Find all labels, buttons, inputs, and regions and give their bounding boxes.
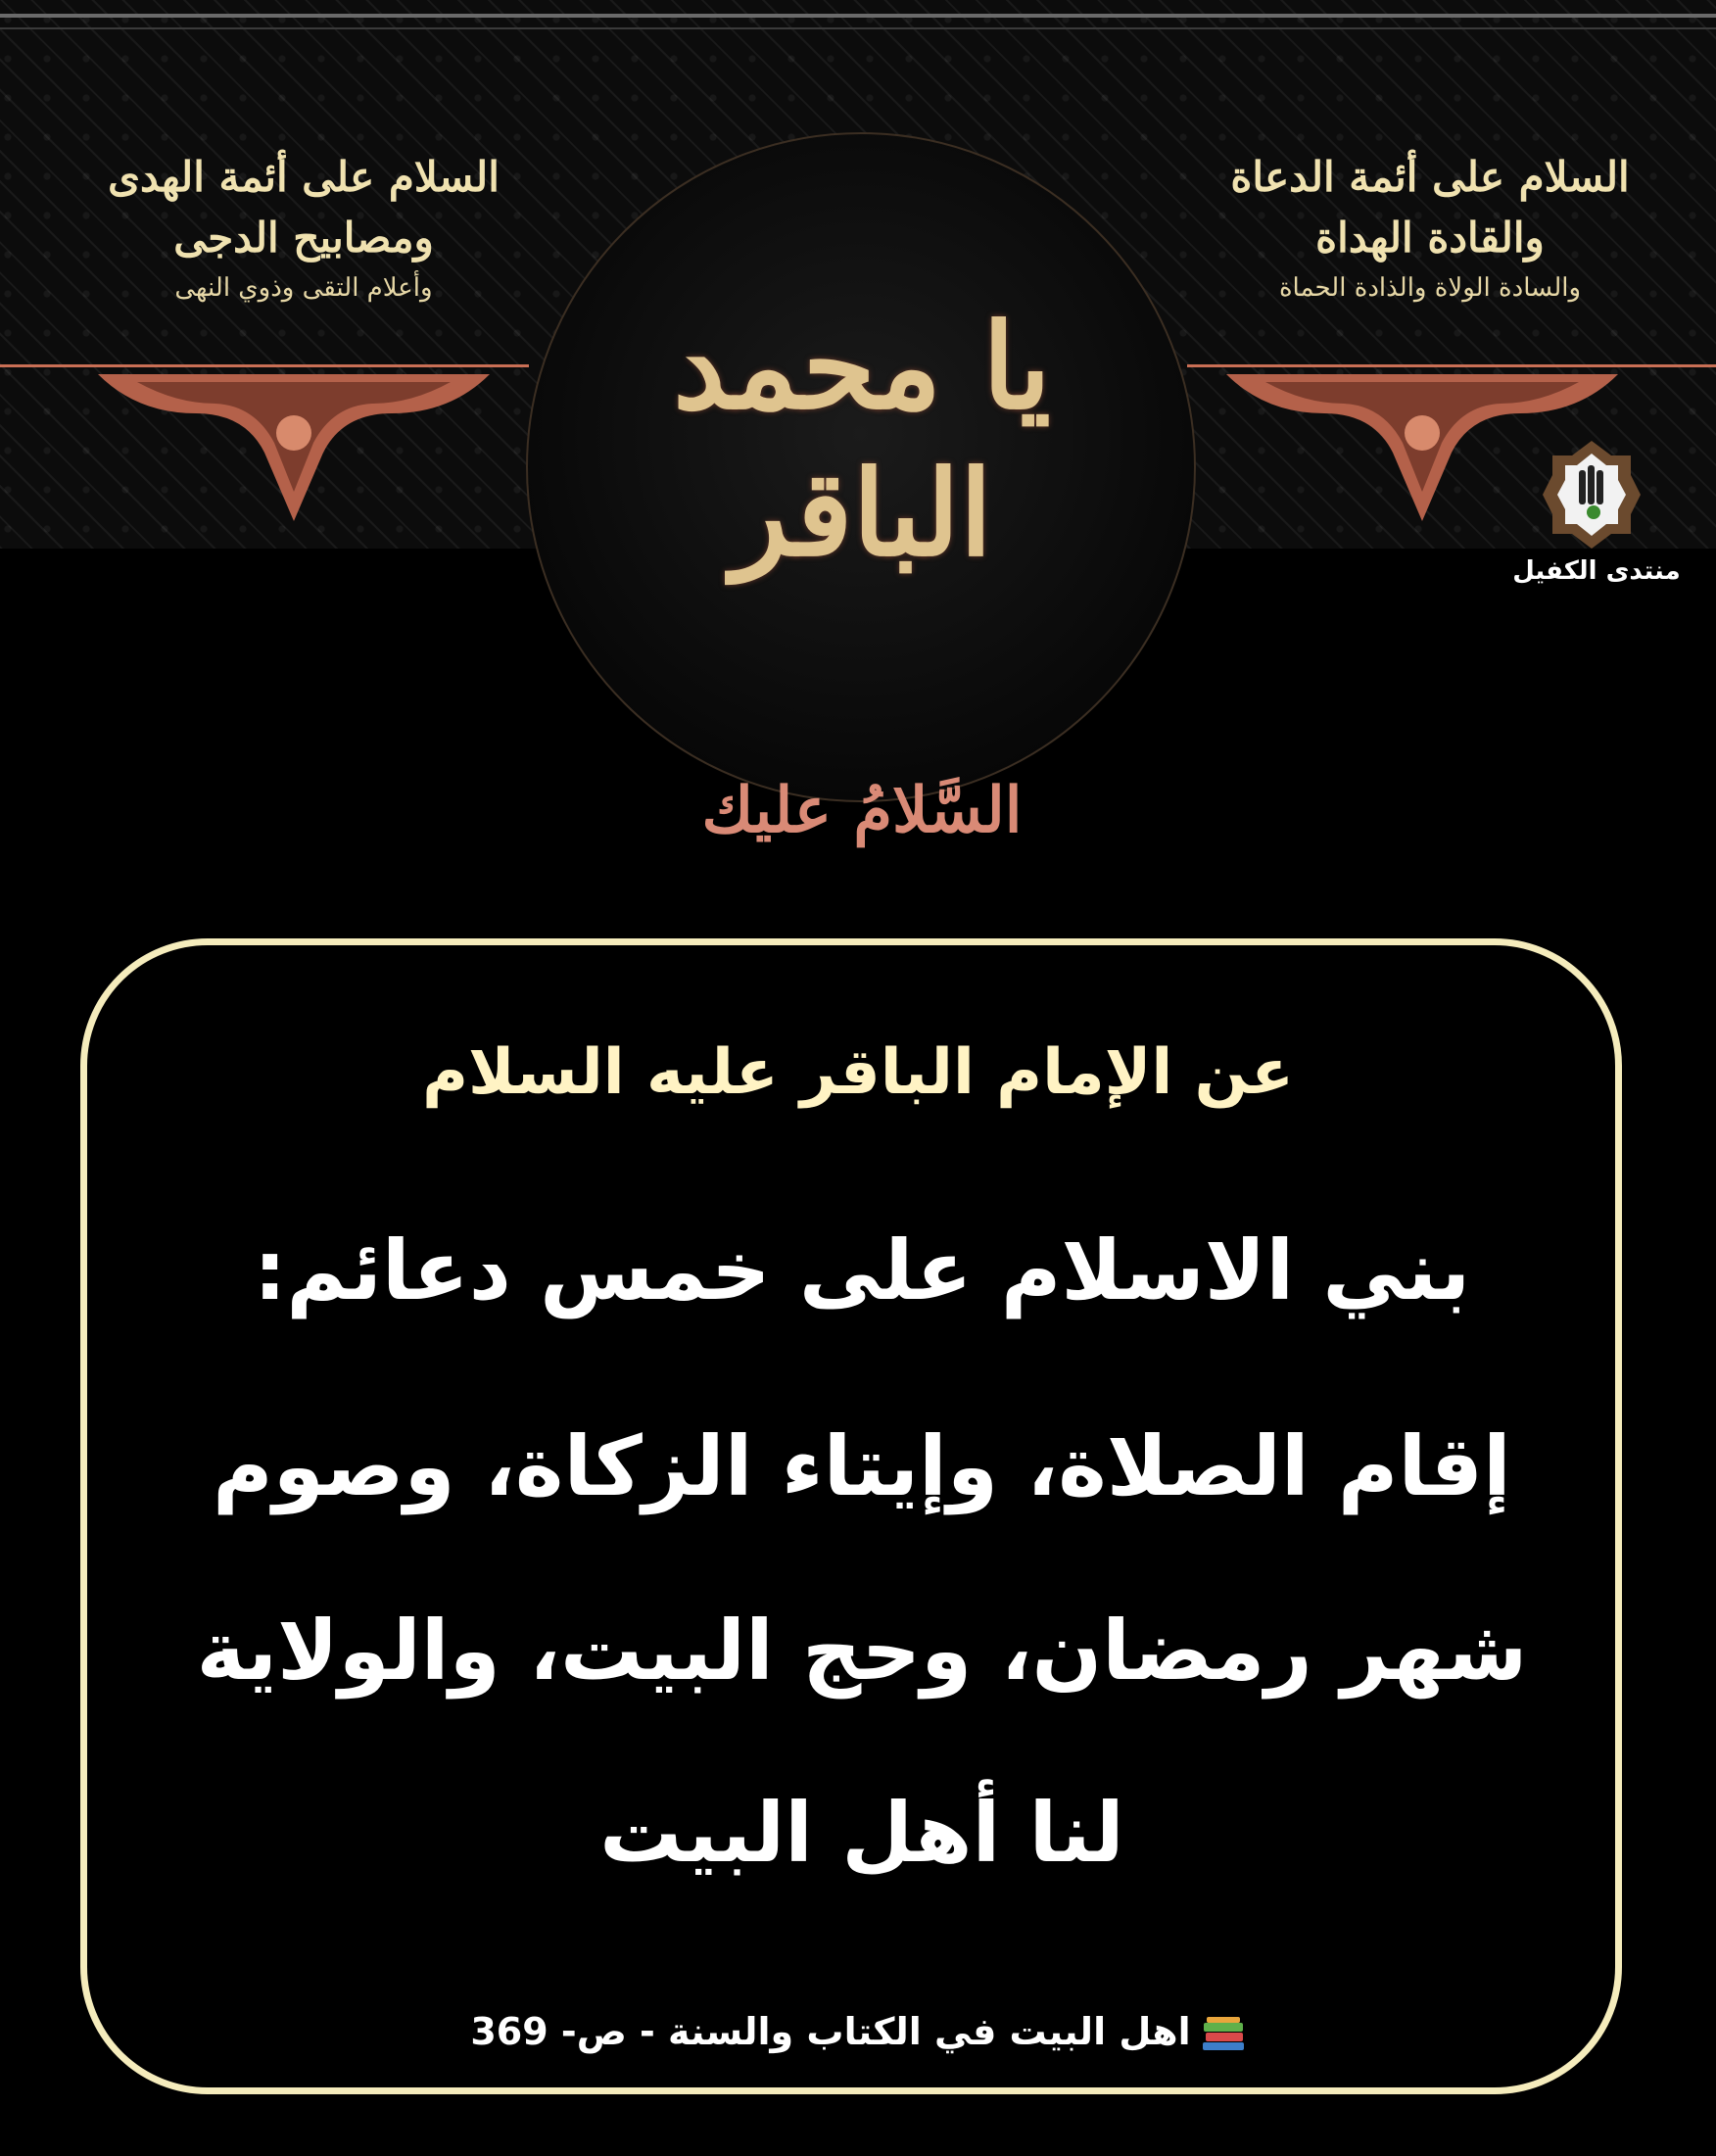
source-citation [98,2010,1618,2053]
header-divider-left [0,364,529,367]
banner-left [49,147,558,308]
quote-line: بني الاسلام على خمس دعائم: [253,1222,1471,1318]
books-icon [1201,2017,1246,2052]
banner-right [1166,147,1694,308]
logo-text: منتدى الكفيل [1512,556,1681,586]
calligraphy-title: يا محمد الباقر [673,298,1051,583]
ornament-left [98,374,490,531]
banner-right-line1: السلام على أئمة الدعاة والقادة الهداة [1230,153,1630,262]
source-text: اهل البيت في الكتاب والسنة - ص- 369 [470,2010,1191,2053]
top-rule-secondary [0,27,1716,29]
top-rule [0,14,1716,18]
quote-line: لنا أهل البيت [599,1785,1124,1881]
quote-line: شهر رمضان، وحج البيت، والولاية [196,1603,1528,1699]
quote-line: إقام الصلاة، وإيتاء الزكاة، وصوم [213,1418,1511,1514]
hand-logo-icon [1538,436,1645,553]
header-divider-right [1187,364,1716,367]
greeting-text: السَّلامُ عليك [701,774,1023,847]
banner-right-line2: والسادة الولاة والذادة الحماة [1278,273,1582,303]
banner-left-line1: السلام على أئمة الهدى ومصابيح الدجى [108,153,500,262]
banner-left-line2: وأعلام التقى وذوي النهى [174,273,433,303]
quote-heading: عن الإمام الباقر عليه السلام [422,1036,1294,1109]
quote-frame [80,938,1622,2094]
